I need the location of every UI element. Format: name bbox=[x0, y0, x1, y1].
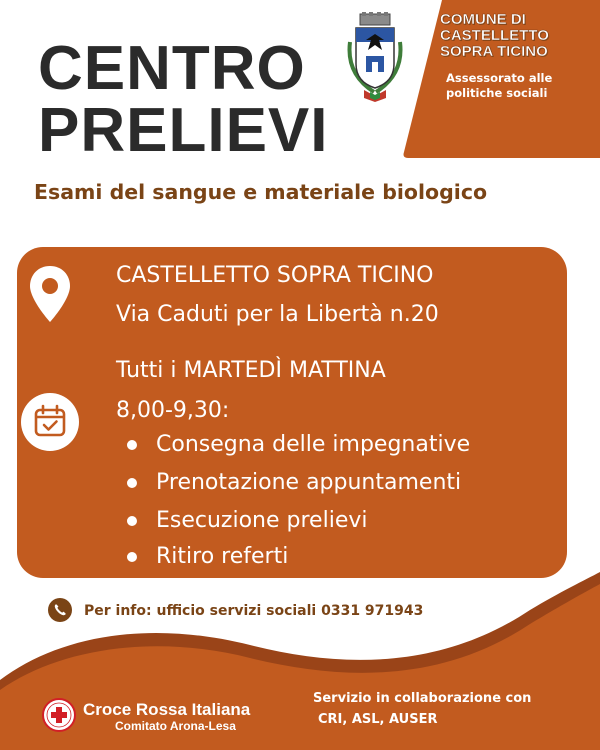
contact-info: Per info: ufficio servizi sociali 0331 971943 bbox=[84, 603, 424, 619]
bullet-icon bbox=[127, 440, 137, 450]
page-title-line-2: PRELIEVI bbox=[38, 96, 329, 165]
schedule-day: Tutti i MARTEDÌ MATTINA bbox=[116, 358, 386, 383]
bullet-icon bbox=[127, 478, 137, 488]
collaboration-note: Servizio in collaborazione con bbox=[313, 691, 532, 706]
calendar-check-icon bbox=[33, 404, 67, 438]
service-list-item bbox=[127, 432, 470, 457]
subtitle: Esami del sangue e materiale biologico bbox=[34, 180, 488, 204]
municipality-name: COMUNE DI CASTELLETTO SOPRA TICINO bbox=[440, 11, 549, 60]
page-title-line-1: CENTRO bbox=[38, 34, 306, 103]
footer-wave bbox=[0, 560, 600, 750]
service-list-item bbox=[127, 508, 367, 533]
red-cross-icon bbox=[42, 698, 76, 732]
department-name: Assessorato alle politiche sociali bbox=[446, 71, 553, 100]
location-address: Via Caduti per la Libertà n.20 bbox=[116, 302, 439, 327]
cri-name: Croce Rossa Italiana bbox=[83, 700, 251, 719]
map-pin-icon bbox=[28, 264, 72, 324]
bullet-icon bbox=[127, 516, 137, 526]
service-label: Consegna delle impegnative bbox=[156, 432, 471, 457]
service-label: Ritiro referti bbox=[156, 544, 289, 569]
cri-committee: Comitato Arona-Lesa bbox=[115, 719, 236, 733]
collaboration-partners: CRI, ASL, AUSER bbox=[318, 712, 438, 727]
municipal-crest-icon bbox=[344, 12, 406, 104]
service-label: Prenotazione appuntamenti bbox=[156, 470, 462, 495]
service-label: Esecuzione prelievi bbox=[156, 508, 368, 533]
location-city: CASTELLETTO SOPRA TICINO bbox=[116, 263, 434, 288]
schedule-time: 8,00-9,30: bbox=[116, 398, 230, 423]
service-list-item bbox=[127, 470, 461, 495]
